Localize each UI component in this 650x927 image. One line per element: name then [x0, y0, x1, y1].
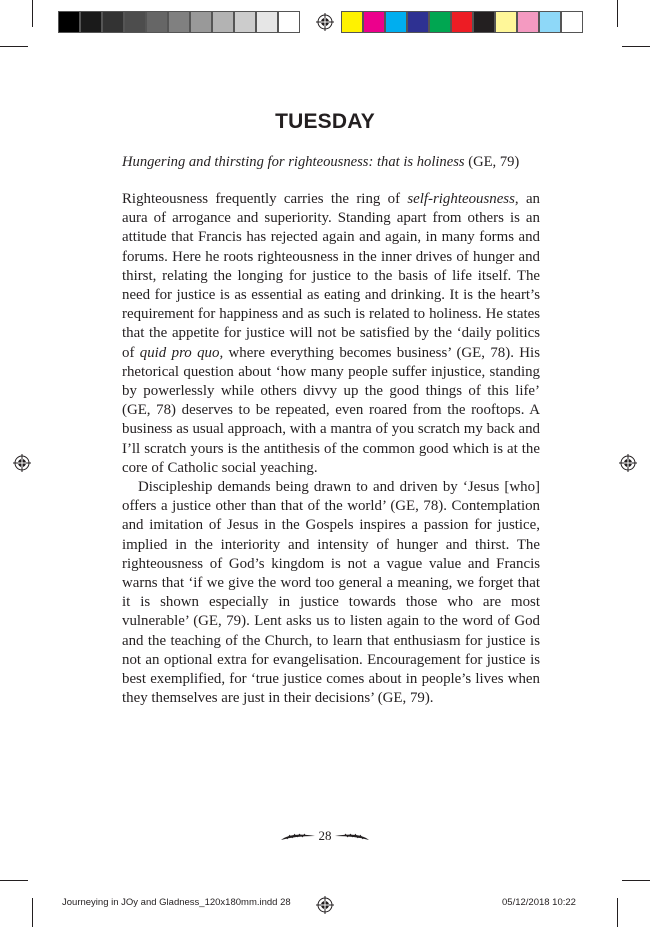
paragraph-text: Righteousness frequently carries the ring of — [122, 191, 408, 207]
crop-mark — [32, 898, 33, 927]
color-swatch — [190, 11, 212, 33]
color-swatch — [124, 11, 146, 33]
left-ornament-icon — [281, 832, 315, 842]
color-swatch — [451, 11, 473, 33]
color-swatch — [363, 11, 385, 33]
color-swatch — [102, 11, 124, 33]
color-swatch — [473, 11, 495, 33]
quote-text: Hungering and thirsting for righteousness: that is holiness — [122, 154, 465, 170]
color-swatch — [256, 11, 278, 33]
registration-mark-icon — [619, 454, 637, 472]
crop-mark — [0, 46, 28, 47]
color-swatch — [58, 11, 80, 33]
emphasis-text: self-righteousness — [407, 191, 515, 207]
process-color-bar — [341, 11, 583, 33]
page-title: TUESDAY — [275, 110, 375, 133]
color-swatch — [234, 11, 256, 33]
paragraph-1 — [122, 190, 540, 478]
paragraph-2: Discipleship demands being drawn to and driven by ‘Jesus [who] offers a justice other than that of the world’ (GE, 78). Contemplation and imitation of Jesus in the Gospels inspires a passion for justice, implied in the interiority and intensity of hunger and thirst. The righteousness of God’s kingdom is not a vague value and Francis warns that ‘if we give the word too general a meaning, we forget that it is shown especially in justice towards those who are most vulnerable’ (GE, 79). Lent asks us to listen again to the word of God and the teaching of the Church, to learn that enthusiasm for justice is not an optional extra for evangelisation. Encouragement for justice is best exemplified, for ‘true justice comes about in people’s lives when they themselves are just in their decisions’ (GE, 79). — [122, 479, 540, 707]
color-swatch — [212, 11, 234, 33]
color-swatch — [561, 11, 583, 33]
right-ornament-icon — [335, 832, 369, 842]
color-swatch — [341, 11, 363, 33]
epigraph-quote — [122, 154, 542, 171]
color-swatch — [539, 11, 561, 33]
crop-mark — [617, 0, 618, 27]
crop-mark — [622, 880, 650, 881]
emphasis-text: quid pro quo, — [139, 344, 224, 361]
registration-mark-icon — [316, 896, 334, 914]
color-swatch — [517, 11, 539, 33]
color-swatch — [495, 11, 517, 33]
crop-mark — [617, 898, 618, 927]
page-folio — [0, 828, 650, 844]
color-swatch — [429, 11, 451, 33]
crop-mark — [32, 0, 33, 27]
registration-mark-icon — [13, 454, 31, 472]
color-swatch — [278, 11, 300, 33]
paragraph-text: , an aura of arrogance and superiority. Standing apart from others is an attitude that Francis has rejected again and again, in many forms and forums. Here he roots righteousness in the inner drives of hunger and thirst, relating the longing for justice to the basis of life itself. The need for justice is as essential as eating and drinking. It is the heart’s requirement for happiness and as such is related to holiness. He states that the appetite for justice will not be satisfied by the ‘daily politics of — [122, 191, 540, 361]
color-swatch — [407, 11, 429, 33]
quote-reference: (GE, 79) — [468, 154, 520, 170]
crop-mark — [0, 880, 28, 881]
color-swatch — [146, 11, 168, 33]
registration-mark-icon — [316, 13, 334, 31]
color-swatch — [168, 11, 190, 33]
paragraph-text: where everything becomes business’ (GE, 78). His rhetorical question about ‘how many people suffer injustice, standing by powerlessly while others divvy up the good things of this life’ (GE, 78) deserves to be repeated, even roared from the rooftops. A business as usual approach, with a mantra of you scratch my back and I’ll scratch yours is the antithesis of the common good which is at the core of Catholic social yeaching. — [122, 344, 540, 476]
grayscale-color-bar — [58, 11, 300, 33]
color-swatch — [80, 11, 102, 33]
slug-filename: Journeying in JOy and Gladness_120x180mm.indd 28 — [62, 897, 291, 908]
slug-timestamp: 05/12/2018 10:22 — [502, 897, 576, 908]
color-swatch — [385, 11, 407, 33]
page-number: 28 — [318, 828, 332, 843]
body-text — [122, 190, 540, 708]
crop-mark — [622, 46, 650, 47]
